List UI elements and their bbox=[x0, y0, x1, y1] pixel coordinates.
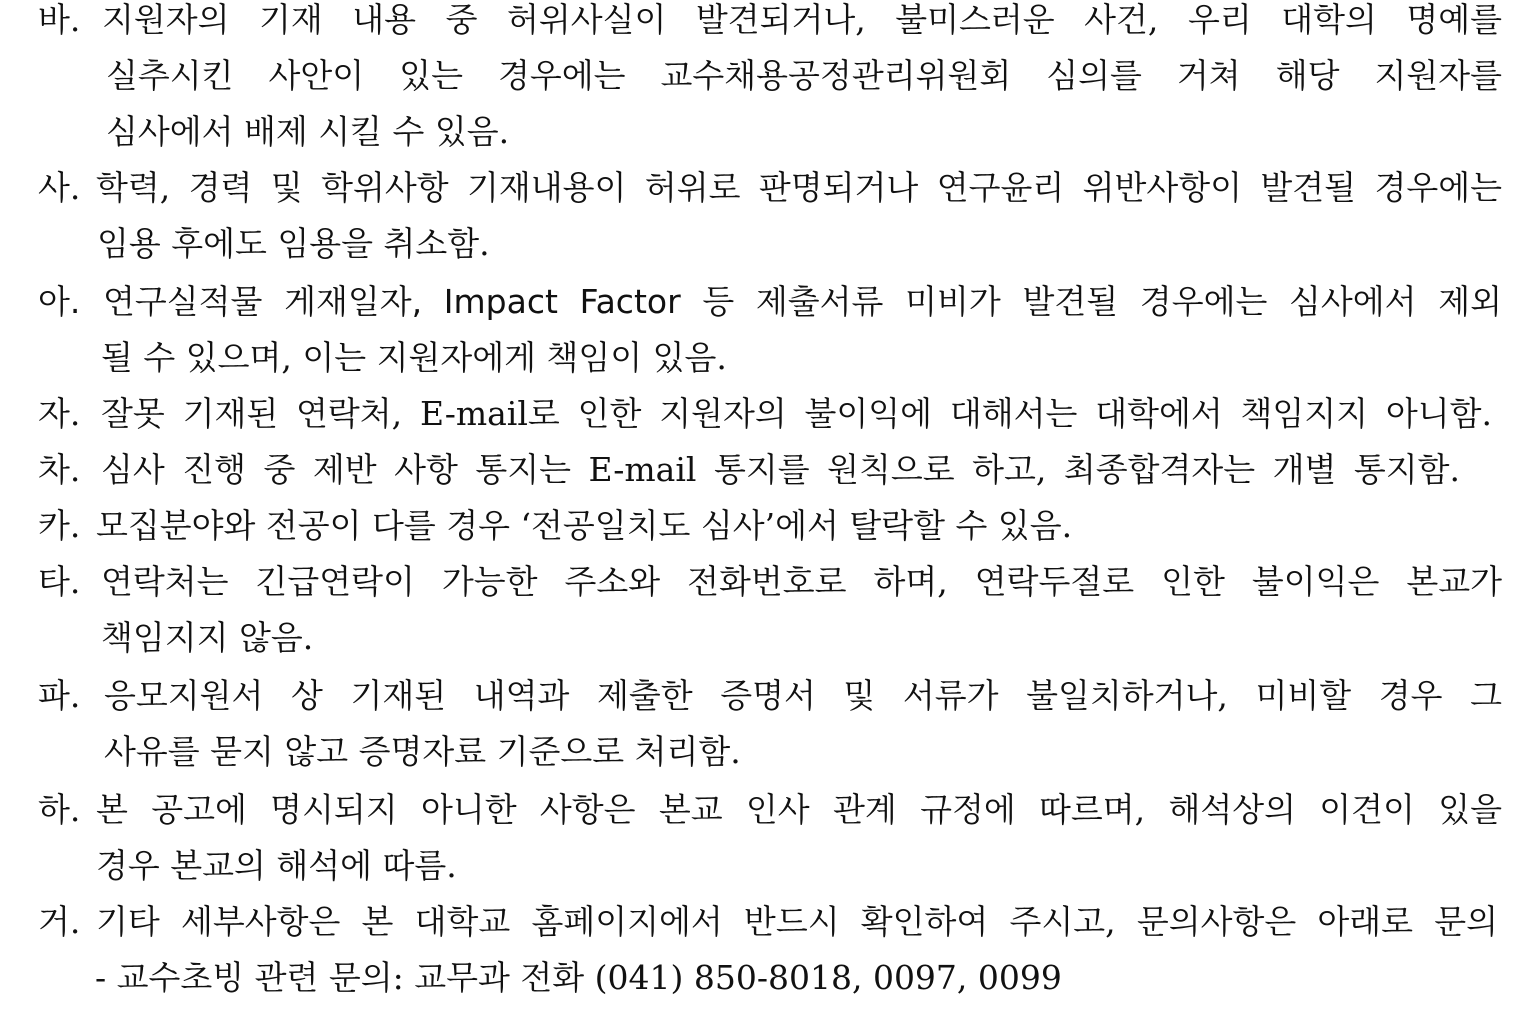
item-marker: 파. bbox=[38, 676, 81, 715]
item-marker: 바. bbox=[38, 0, 81, 39]
item-text-line: 모집분야와 전공이 다를 경우 ‘전공일치도 심사’에서 탈락할 수 있음. bbox=[96, 506, 1073, 545]
item-text-line: 심사 진행 중 제반 사항 통지는 E-mail 통지를 원칙으로 하고, 최종합격자는 개별 통지함. bbox=[101, 450, 1460, 489]
item-text-line: 책임지지 않음. bbox=[101, 618, 314, 657]
item-marker: 사. bbox=[38, 168, 81, 207]
list-item-a bbox=[0, 282, 1520, 338]
item-marker: 거. bbox=[38, 902, 81, 941]
list-item-ja bbox=[0, 394, 1520, 450]
list-item-cha bbox=[0, 450, 1520, 506]
item-text-line: 경우 본교의 해석에 따름. bbox=[96, 846, 457, 885]
item-text-line: 학력, 경력 및 학위사항 기재내용이 허위로 판명되거나 연구윤리 위반사항이 발견될 경우에는 bbox=[96, 168, 1502, 207]
list-item-geo bbox=[0, 902, 1520, 958]
item-text-line: 실추시킨 사안이 있는 경우에는 교수채용공정관리위원회 심의를 거쳐 해당 지원자를 bbox=[106, 56, 1502, 95]
item-text-line: 연락처는 긴급연락이 가능한 주소와 전화번호로 하며, 연락두절로 인한 불이익은 본교가 bbox=[101, 562, 1502, 601]
list-item-ta bbox=[0, 562, 1520, 618]
item-marker: 하. bbox=[38, 790, 81, 829]
list-item-sa bbox=[0, 168, 1520, 224]
item-text-line: 사유를 묻지 않고 증명자료 기준으로 처리함. bbox=[104, 732, 741, 771]
list-item-pa bbox=[0, 676, 1520, 732]
item-marker: 차. bbox=[38, 450, 81, 489]
item-text-line: 될 수 있으며, 이는 지원자에게 책임이 있음. bbox=[101, 338, 727, 377]
list-item-ha-cont bbox=[0, 846, 1520, 902]
list-item-ha bbox=[0, 790, 1520, 846]
item-text-line: 연구실적물 게재일자, Impact Factor 등 제출서류 미비가 발견될 경우에는 심사에서 제외 bbox=[103, 282, 1502, 321]
item-marker: 아. bbox=[38, 282, 81, 321]
list-item-ta-cont bbox=[0, 618, 1520, 674]
item-text-line: 기타 세부사항은 본 대학교 홈페이지에서 반드시 확인하여 주시고, 문의사항은 아래로 문의 bbox=[96, 902, 1498, 941]
list-item-sa-cont bbox=[0, 224, 1520, 280]
list-item-ba-cont bbox=[0, 56, 1520, 112]
item-text-line: 지원자의 기재 내용 중 허위사실이 발견되거나, 불미스러운 사건, 우리 대학의 명예를 bbox=[102, 0, 1502, 39]
item-marker: 자. bbox=[38, 394, 81, 433]
item-text-line: 임용 후에도 임용을 취소함. bbox=[97, 224, 490, 263]
list-item-a-cont bbox=[0, 338, 1520, 394]
item-marker: 타. bbox=[38, 562, 81, 601]
contact-line: - 교수초빙 관련 문의: 교무과 전화 (041) 850-8018, 0097, 0099 bbox=[95, 958, 1062, 997]
list-item-ba bbox=[0, 0, 1520, 56]
item-text-line: 응모지원서 상 기재된 내역과 제출한 증명서 및 서류가 불일치하거나, 미비할 경우 그 bbox=[104, 676, 1502, 715]
item-text-line: 본 공고에 명시되지 아니한 사항은 본교 인사 관계 규정에 따르며, 해석상의 이견이 있을 bbox=[96, 790, 1502, 829]
item-text-line: 심사에서 배제 시킬 수 있음. bbox=[106, 112, 510, 151]
list-item-ka bbox=[0, 506, 1520, 562]
item-text-line: 잘못 기재된 연락처, E-mail로 인한 지원자의 불이익에 대해서는 대학에서 책임지지 아니함. bbox=[101, 394, 1492, 433]
list-item-pa-cont bbox=[0, 732, 1520, 788]
item-marker: 카. bbox=[38, 506, 81, 545]
list-item-ba-cont bbox=[0, 112, 1520, 168]
